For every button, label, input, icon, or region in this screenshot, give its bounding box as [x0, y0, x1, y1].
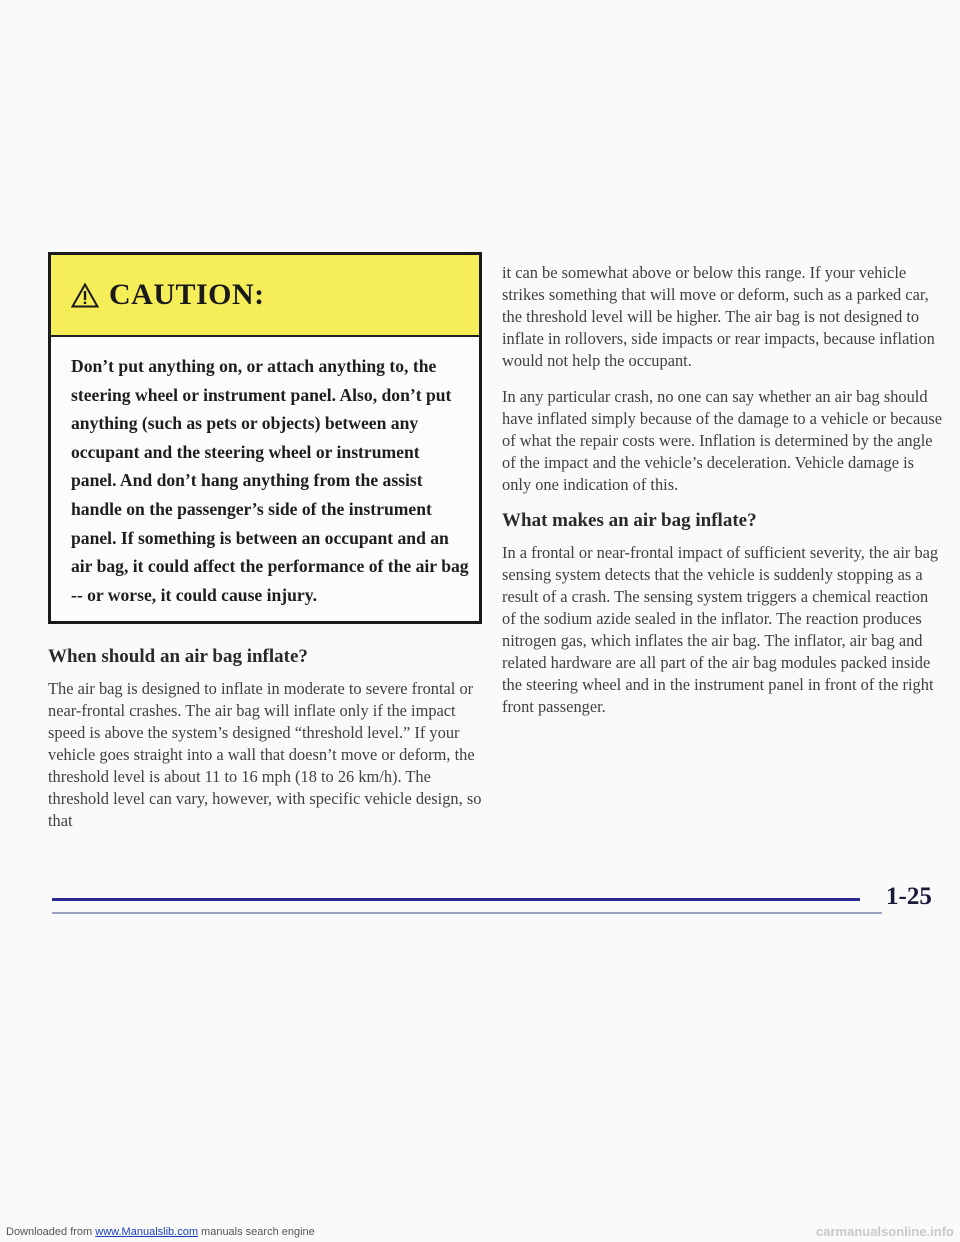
paragraph-when-inflate: The air bag is designed to inflate in moderate to severe frontal or near-frontal crashes. The air bag will inflate only if the impact speed is above the system’s designed “threshold level.” If your vehicle goes straight into a wall that doesn’t move or deform, the threshold level is about 11 to 16 mph (18 to 26 km/h). The threshold level can vary, however, with specific vehicle design, so that: [48, 679, 482, 831]
watermark: carmanualsonline.info: [816, 1224, 954, 1239]
caution-header: [51, 255, 479, 337]
section-heading-what-makes-inflate: What makes an air bag inflate?: [502, 510, 757, 531]
caution-title: CAUTION:: [109, 278, 265, 311]
footer-suffix: manuals search engine: [197, 1226, 315, 1238]
footer-rule-secondary: [52, 912, 882, 914]
manualslib-link[interactable]: www.Manualslib.com: [95, 1226, 198, 1238]
warning-triangle-icon: [71, 283, 99, 308]
section-heading-when-inflate: When should an air bag inflate?: [48, 646, 308, 668]
download-footer: [6, 1226, 315, 1238]
footer-prefix: Downloaded from: [6, 1226, 96, 1238]
right-column: [502, 262, 944, 718]
caution-body: Don’t put anything on, or attach anything to, the steering wheel or instrument panel. Also, don’t put anything (such as pets or objects) between any occupant and the steering wheel or instrument panel. And don’t hang anything from the assist handle on the passenger’s side of the instrument panel. If something is between an occupant and an air bag, it could affect the performance of the air bag -- or worse, it could cause injury.: [71, 356, 469, 605]
footer-rule-primary: [52, 898, 860, 901]
paragraph-threshold-range: it can be somewhat above or below this range. If your vehicle strikes something that will move or deform, such as a parked car, the threshold level will be higher. The air bag is not designed to inflate in rollovers, side impacts or rear impacts, because inflation would not help the occupant.: [502, 263, 935, 370]
left-column: [48, 252, 484, 832]
page-number: 1-25: [886, 883, 932, 910]
paragraph-particular-crash: In any particular crash, no one can say whether an air bag should have inflated simply because of the damage to a vehicle or because of what the repair costs were. Inflation is determined by the angle of the impact and the vehicle’s deceleration. Vehicle damage is only one indication of this.: [502, 387, 943, 494]
caution-box: [48, 252, 482, 624]
paragraph-what-makes-inflate: In a frontal or near-frontal impact of sufficient severity, the air bag sensing system detects that the vehicle is suddenly stopping as a result of a crash. The sensing system triggers a chemical reaction of the sodium azide sealed in the inflator. The reaction produces nitrogen gas, which inflates the air bag. The inflator, air bag and related hardware are all part of the air bag modules packed inside the steering wheel and in the instrument panel in front of the right front passenger.: [502, 543, 939, 716]
